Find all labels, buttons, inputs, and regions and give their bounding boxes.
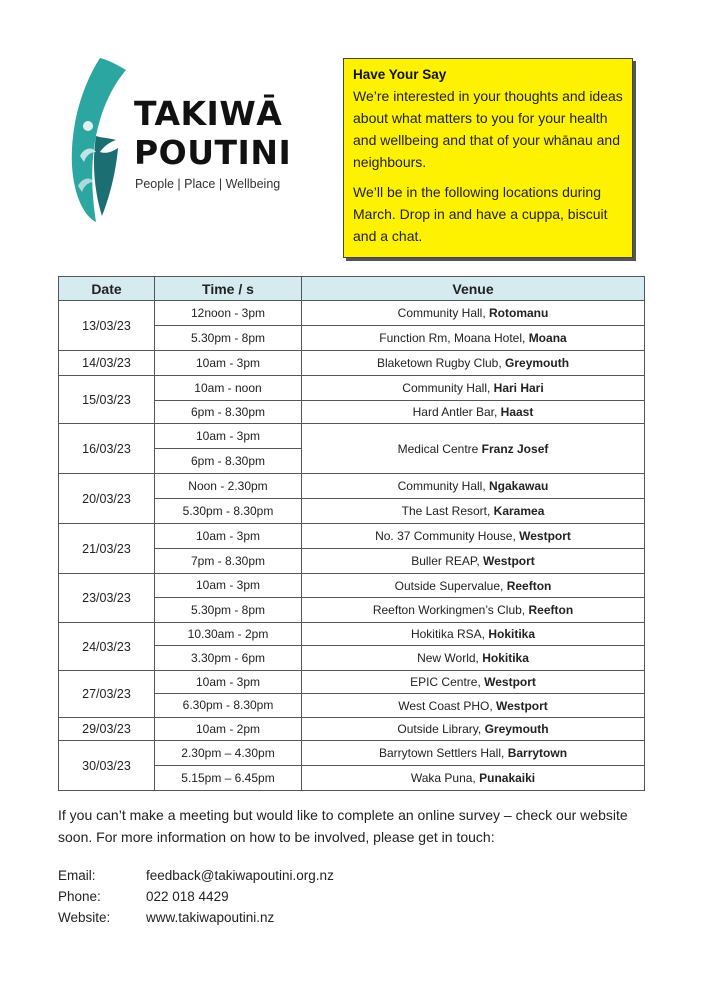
time-cell: 6pm - 8.30pm (155, 449, 302, 474)
contact-label: Phone: (58, 889, 101, 904)
venue-location: Hokitika (482, 651, 529, 665)
venue-location: Hari Hari (493, 381, 544, 395)
table-row (59, 474, 645, 499)
time-cell: 6pm - 8.30pm (155, 401, 302, 424)
venue-cell (302, 671, 645, 694)
logo-wordmark-line2: POUTINI (134, 133, 292, 172)
venue-name: No. 37 Community House, (375, 529, 520, 543)
table-row (59, 524, 645, 549)
table-row (59, 424, 645, 449)
venue-name: Function Rm, Moana Hotel, (379, 331, 529, 345)
table-row (59, 574, 645, 598)
venue-cell (302, 741, 645, 766)
have-your-say-title: Have Your Say (353, 67, 447, 82)
venue-location: Greymouth (484, 722, 549, 736)
have-your-say-paragraph-1: We’re interested in your thoughts and ideas about what matters to you for your health and wellbeing and that of your whānau and neighbours. (353, 88, 623, 170)
venue-name: New World, (417, 651, 483, 665)
time-cell: 10am - 3pm (155, 424, 302, 449)
time-cell: 10.30am - 2pm (155, 623, 302, 646)
header-time: Time / s (155, 277, 302, 301)
venue-location: Westport (496, 698, 548, 713)
venue-location: Rotomanu (489, 306, 549, 320)
table-row (59, 623, 645, 646)
venue-location: Hokitika (488, 627, 536, 641)
time-cell: 10am - 3pm (155, 524, 302, 549)
venue-cell (302, 694, 645, 718)
venue-cell (302, 646, 645, 671)
have-your-say-box (343, 58, 633, 258)
venue-location: Greymouth (505, 356, 570, 370)
table-row (59, 376, 645, 401)
time-cell: 5.30pm - 8pm (155, 598, 302, 623)
time-cell: Noon - 2.30pm (155, 474, 302, 499)
venue-name: Waka Puna, (410, 771, 480, 785)
venue-cell (302, 623, 645, 646)
venue-cell (302, 351, 645, 376)
date-cell: 24/03/23 (59, 623, 155, 671)
contact-website[interactable]: www.takiwapoutini.nz (146, 910, 275, 925)
contact-website-row (58, 907, 334, 928)
venue-location: Westport (519, 529, 571, 543)
venue-location: Westport (484, 675, 536, 689)
venue-name: Community Hall, (402, 381, 494, 395)
venue-cell (302, 376, 645, 401)
venue-cell (302, 401, 645, 424)
time-cell: 10am - noon (155, 376, 302, 401)
time-cell: 10am - 2pm (155, 718, 302, 741)
time-cell: 5.30pm - 8.30pm (155, 499, 302, 524)
time-cell: 2.30pm – 4.30pm (155, 741, 302, 766)
venue-name: Reefton Workingmen’s Club, (372, 603, 529, 617)
venue-location: Ngakawau (489, 479, 549, 493)
venue-name: The Last Resort, (401, 504, 494, 518)
date-cell: 14/03/23 (59, 351, 155, 376)
date-cell: 30/03/23 (59, 741, 155, 791)
contact-email[interactable]: feedback@takiwapoutini.org.nz (146, 868, 334, 883)
footer-paragraph: If you can’t make a meeting but would like to complete an online survey – check our website soon. For more information on how to be involved, please get in touch: (58, 807, 628, 845)
date-cell: 16/03/23 (59, 424, 155, 474)
venue-location: Reefton (506, 578, 552, 593)
venue-name: West Coast PHO, (398, 698, 497, 713)
venue-name: EPIC Centre, (410, 675, 485, 689)
venue-name: Hard Antler Bar, (412, 405, 501, 419)
venue-name: Community Hall, (397, 306, 490, 320)
schedule-body (59, 301, 645, 791)
logo-wordmark-line1: TAKIWĀ (134, 94, 283, 133)
venue-name: Hokitika RSA, (410, 627, 489, 641)
date-cell: 20/03/23 (59, 474, 155, 524)
venue-location: Westport (483, 554, 535, 568)
date-cell: 21/03/23 (59, 524, 155, 574)
venue-location: Franz Josef (481, 441, 549, 456)
logo-emblem-icon (66, 56, 136, 226)
venue-name: Buller REAP, (411, 554, 484, 568)
table-row (59, 301, 645, 326)
table-row (59, 718, 645, 741)
time-cell: 3.30pm - 6pm (155, 646, 302, 671)
venue-location: Karamea (493, 504, 545, 518)
time-cell: 7pm - 8.30pm (155, 549, 302, 574)
time-cell: 10am - 3pm (155, 671, 302, 694)
venue-cell (302, 499, 645, 524)
contact-email-row (58, 865, 334, 886)
venue-cell (302, 424, 645, 474)
venue-name: Medical Centre (397, 441, 482, 456)
logo (66, 56, 306, 226)
venue-name: Blaketown Rugby Club, (376, 356, 506, 370)
venue-cell (302, 301, 645, 326)
time-cell: 10am - 3pm (155, 351, 302, 376)
venue-cell (302, 598, 645, 623)
venue-cell (302, 326, 645, 351)
date-cell: 23/03/23 (59, 574, 155, 623)
venue-cell (302, 766, 645, 791)
time-cell: 6.30pm - 8.30pm (155, 694, 302, 718)
schedule-table (58, 276, 645, 791)
venue-location: Barrytown (507, 746, 568, 760)
time-cell: 10am - 3pm (155, 574, 302, 598)
table-row (59, 741, 645, 766)
contact-list (58, 865, 334, 928)
venue-cell (302, 574, 645, 598)
venue-name: Outside Supervalue, (394, 578, 507, 593)
time-cell: 5.30pm - 8pm (155, 326, 302, 351)
contact-label: Website: (58, 910, 111, 925)
contact-phone[interactable]: 022 018 4429 (146, 889, 229, 904)
header-venue: Venue (302, 277, 645, 301)
contact-label: Email: (58, 868, 96, 883)
venue-cell (302, 524, 645, 549)
venue-name: Outside Library, (397, 722, 485, 736)
venue-cell (302, 474, 645, 499)
venue-location: Reefton (528, 603, 574, 617)
time-cell: 12noon - 3pm (155, 301, 302, 326)
venue-cell (302, 718, 645, 741)
venue-location: Punakaiki (479, 771, 536, 785)
table-row (59, 671, 645, 694)
time-cell: 5.15pm – 6.45pm (155, 766, 302, 791)
date-cell: 15/03/23 (59, 376, 155, 424)
venue-location: Haast (500, 405, 534, 419)
logo-tagline: People | Place | Wellbeing (135, 177, 281, 191)
have-your-say-paragraph-2: We’ll be in the following locations during March. Drop in and have a cuppa, biscuit and a chat. (353, 184, 608, 244)
table-header-row (59, 277, 645, 301)
venue-name: Barrytown Settlers Hall, (378, 746, 508, 760)
venue-name: Community Hall, (397, 479, 489, 493)
header-date: Date (59, 277, 155, 301)
table-row (59, 351, 645, 376)
date-cell: 13/03/23 (59, 301, 155, 351)
date-cell: 29/03/23 (59, 718, 155, 741)
venue-location: Moana (528, 331, 567, 345)
contact-phone-row (58, 886, 334, 907)
date-cell: 27/03/23 (59, 671, 155, 718)
venue-cell (302, 549, 645, 574)
